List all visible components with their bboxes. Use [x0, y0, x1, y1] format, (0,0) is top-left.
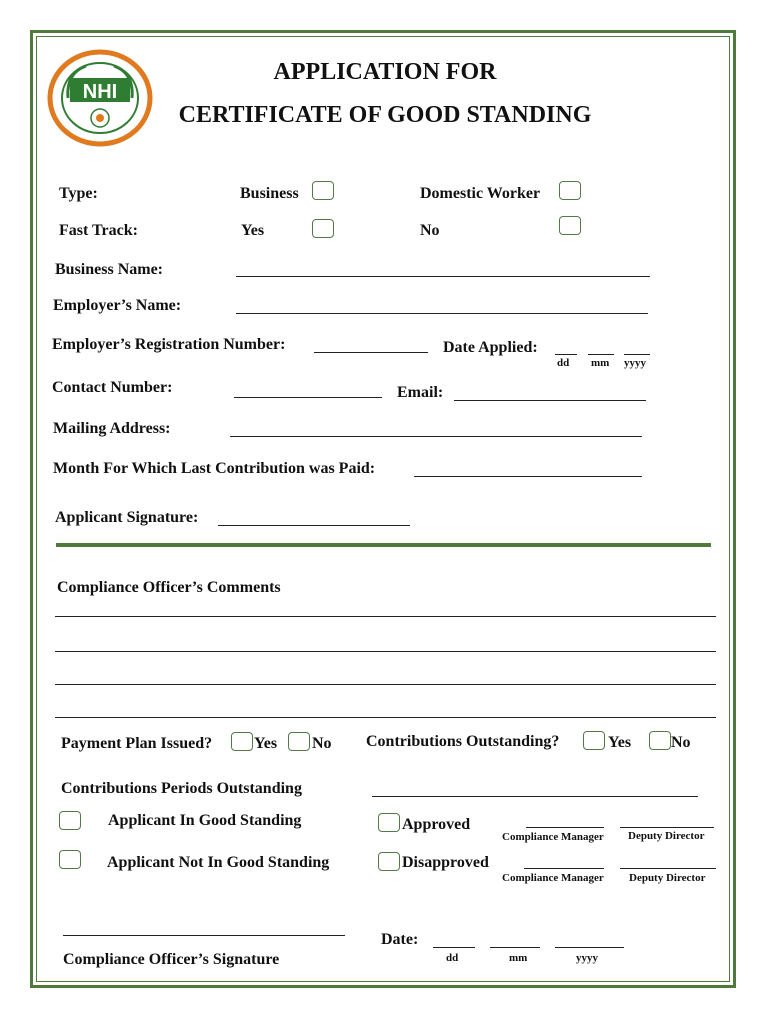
fast-track-no-label: No	[420, 222, 440, 239]
business-option-label: Business	[240, 185, 299, 202]
contributions-outstanding-label: Contributions Outstanding?	[366, 733, 560, 750]
mailing-address-label: Mailing Address:	[53, 420, 171, 437]
employer-registration-label: Employer’s Registration Number:	[52, 336, 286, 353]
date-mm-caption: mm	[509, 952, 528, 964]
payment-plan-yes-label: Yes	[254, 735, 278, 752]
date-applied-mm-field[interactable]	[588, 354, 614, 355]
not-good-standing-checkbox[interactable]	[59, 850, 81, 869]
comments-line-1[interactable]	[55, 616, 716, 617]
business-checkbox[interactable]	[312, 181, 334, 200]
date-applied-yyyy-field[interactable]	[624, 354, 650, 355]
mailing-address-field[interactable]	[230, 436, 642, 437]
payment-plan-yes-checkbox[interactable]	[231, 732, 253, 751]
fast-track-yes-label: Yes	[241, 222, 265, 239]
nhi-logo	[46, 48, 154, 148]
good-standing-label: Applicant In Good Standing	[108, 812, 302, 829]
section-divider	[56, 543, 711, 547]
month-last-contribution-label: Month For Which Last Contribution was Paid:	[53, 460, 376, 477]
title-line2: CERTIFICATE OF GOOD STANDING	[178, 102, 592, 128]
date-applied-yyyy-caption: yyyy	[624, 357, 646, 369]
contributions-outstanding-yes-checkbox[interactable]	[583, 731, 605, 750]
good-standing-checkbox[interactable]	[59, 811, 81, 830]
disapproved-deputy-caption: Deputy Director	[629, 872, 706, 884]
approved-checkbox[interactable]	[378, 813, 400, 832]
approved-deputy-signature-line[interactable]	[620, 827, 714, 828]
periods-outstanding-label: Contributions Periods Outstanding	[61, 780, 302, 797]
periods-outstanding-field[interactable]	[372, 796, 698, 797]
officer-signature-label: Compliance Officer’s Signature	[63, 951, 280, 968]
disapproved-deputy-signature-line[interactable]	[620, 868, 716, 869]
domestic-worker-label: Domestic Worker	[420, 185, 541, 202]
disapproved-label: Disapproved	[402, 854, 489, 871]
not-good-standing-label: Applicant Not In Good Standing	[107, 854, 330, 871]
contact-number-field[interactable]	[234, 397, 382, 398]
approved-manager-signature-line[interactable]	[526, 827, 604, 828]
contributions-outstanding-no-checkbox[interactable]	[649, 731, 671, 750]
date-applied-dd-field[interactable]	[555, 354, 577, 355]
comments-line-2[interactable]	[55, 651, 716, 652]
contributions-outstanding-yes-label: Yes	[608, 734, 632, 751]
business-name-field[interactable]	[236, 276, 650, 277]
disapproved-manager-caption: Compliance Manager	[502, 872, 604, 884]
employer-registration-field[interactable]	[314, 352, 428, 353]
employer-name-field[interactable]	[236, 313, 648, 314]
applicant-signature-label: Applicant Signature:	[55, 509, 199, 526]
contributions-outstanding-no-label: No	[671, 734, 691, 751]
domestic-worker-checkbox[interactable]	[559, 181, 581, 200]
payment-plan-no-checkbox[interactable]	[288, 732, 310, 751]
fast-track-no-checkbox[interactable]	[559, 216, 581, 235]
date-label: Date:	[381, 931, 419, 948]
email-label: Email:	[397, 384, 444, 401]
email-field[interactable]	[454, 400, 646, 401]
officer-signature-line[interactable]	[63, 935, 345, 936]
applicant-signature-field[interactable]	[218, 525, 410, 526]
approved-manager-caption: Compliance Manager	[502, 831, 604, 843]
date-dd-field[interactable]	[433, 947, 475, 948]
title-line1: APPLICATION FOR	[273, 59, 497, 85]
approved-label: Approved	[402, 816, 471, 833]
date-applied-label: Date Applied:	[443, 339, 538, 356]
month-last-contribution-field[interactable]	[414, 476, 642, 477]
date-applied-mm-caption: mm	[591, 357, 610, 369]
date-dd-caption: dd	[446, 952, 459, 964]
comments-label: Compliance Officer’s Comments	[57, 579, 281, 596]
logo-abbr: NHI	[82, 81, 118, 103]
date-applied-dd-caption: dd	[557, 357, 570, 369]
employer-name-label: Employer’s Name:	[53, 297, 182, 314]
type-label: Type:	[59, 185, 98, 202]
disapproved-manager-signature-line[interactable]	[524, 868, 604, 869]
date-yyyy-caption: yyyy	[576, 952, 598, 964]
contact-number-label: Contact Number:	[52, 379, 173, 396]
fast-track-label: Fast Track:	[59, 222, 138, 239]
disapproved-checkbox[interactable]	[378, 852, 400, 871]
date-yyyy-field[interactable]	[555, 947, 624, 948]
date-mm-field[interactable]	[490, 947, 540, 948]
payment-plan-no-label: No	[312, 735, 332, 752]
payment-plan-label: Payment Plan Issued?	[61, 735, 213, 752]
comments-line-4[interactable]	[55, 717, 716, 718]
comments-line-3[interactable]	[55, 684, 716, 685]
fast-track-yes-checkbox[interactable]	[312, 219, 334, 238]
approved-deputy-caption: Deputy Director	[628, 830, 705, 842]
business-name-label: Business Name:	[55, 261, 164, 278]
